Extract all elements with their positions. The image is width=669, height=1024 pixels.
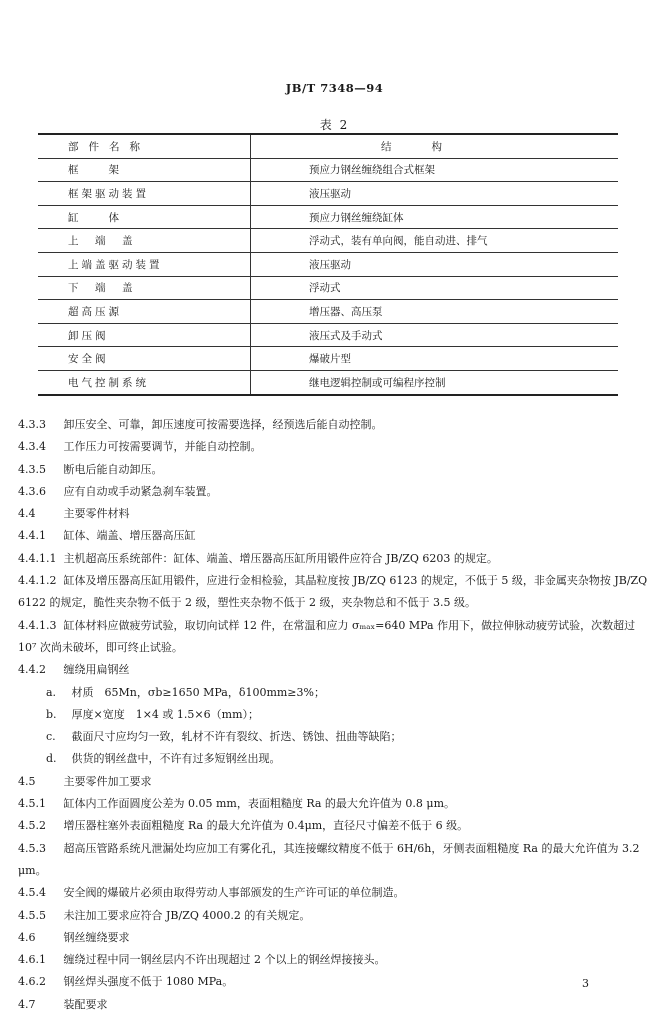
table-caption: 表 2 [319, 118, 350, 132]
list-item [18, 704, 650, 726]
clause-number: 4.3.5 [18, 462, 46, 476]
component-name-cell: 下 端 盖 [38, 276, 251, 300]
clause-number: 4.4.1.1 [18, 551, 57, 565]
clause-text: 主要零件材料 [63, 507, 130, 521]
list-item [18, 748, 650, 770]
component-table-container [38, 133, 618, 396]
clause-number: 4.6 [18, 930, 36, 944]
table-row [38, 347, 618, 371]
clause-number: 4.4.1 [18, 529, 46, 543]
clause-number: 4.4 [18, 507, 36, 521]
clause-text: 装配要求 [63, 997, 108, 1011]
clause-paragraph [18, 481, 650, 503]
structure-cell: 爆破片型 [251, 347, 619, 371]
clause-number: 4.6.1 [18, 953, 46, 967]
clause-paragraph [18, 994, 650, 1016]
clause-paragraph [18, 615, 650, 660]
clause-number: 4.3.4 [18, 440, 46, 454]
table-row [38, 300, 618, 324]
component-name-cell: 电气控制系统 [38, 370, 251, 394]
clause-number: 4.3.6 [18, 484, 46, 498]
clause-text: 缠绕用扁钢丝 [63, 663, 130, 677]
clause-text: 增压器柱塞外表面粗糙度 Ra 的最大允许值为 0.4μm，直径尺寸偏差不低于 6 级。 [63, 819, 469, 833]
clause-paragraph [18, 927, 650, 949]
column-header-structure: 结构 [251, 134, 619, 158]
clause-paragraph [18, 771, 650, 793]
list-item [18, 726, 650, 748]
clause-text: 卸压安全、可靠，卸压速度可按需要选择，经预选后能自动控制。 [63, 418, 383, 431]
table-row [38, 370, 618, 394]
clause-text: 主要零件加工要求 [63, 774, 152, 788]
component-name-cell: 上 端 盖 [38, 229, 251, 253]
clause-number: 4.4.1.2 [18, 574, 57, 588]
clause-text: 断电后能自动卸压。 [63, 462, 163, 476]
clause-paragraph [18, 793, 650, 815]
structure-cell: 液压驱动 [251, 182, 619, 206]
clause-paragraph [18, 949, 650, 971]
component-name-cell: 框 架 [38, 158, 251, 182]
component-name-cell: 上端盖驱动装置 [38, 252, 251, 276]
clause-text: 超高压管路系统凡泄漏处均应加工有雾化孔，其连接螺纹精度不低于 6H/6h，牙侧表面粗糙度 Ra 的最大允许值为 3.2 μm。 [18, 841, 640, 877]
list-item-text: 厚度×宽度 1×4 或 1.5×6（mm）； [71, 707, 259, 721]
clause-number: 4.5.2 [18, 819, 46, 833]
table-row [38, 276, 618, 300]
clause-number: 4.5.1 [18, 797, 46, 811]
clause-number: 4.4.1.3 [18, 618, 57, 632]
clause-number: 4.6.2 [18, 975, 46, 989]
list-item-label: d. [46, 752, 57, 766]
list-item [18, 682, 650, 704]
clause-number: 4.3.3 [18, 418, 46, 431]
clause-text: 主机超高压系统部件：缸体、端盖、增压器高压缸所用锻件应符合 JB/ZQ 6203 的规定。 [63, 551, 498, 565]
clause-text: 安全阀的爆破片必须由取得劳动人事部颁发的生产许可证的单位制造。 [63, 886, 405, 900]
document-header: JB/T 7348—94 [285, 81, 384, 95]
table-row [38, 158, 618, 182]
clause-text: 钢丝焊头强度不低于 1080 MPa。 [63, 975, 234, 989]
list-item-text: 截面尺寸应均匀一致，轧材不许有裂纹、折迭、锈蚀、扭曲等缺陷； [71, 730, 402, 744]
clause-paragraph [18, 815, 650, 837]
list-item-label: c. [46, 730, 56, 744]
table-row [38, 182, 618, 206]
table-row [38, 252, 618, 276]
component-name-cell: 框架驱动装置 [38, 182, 251, 206]
clause-paragraph [18, 548, 650, 570]
clause-paragraph [18, 659, 650, 681]
component-name-cell: 卸压阀 [38, 323, 251, 347]
clause-text: 未注加工要求应符合 JB/ZQ 4000.2 的有关规定。 [63, 908, 311, 922]
clause-text: 工作压力可按需要调节，并能自动控制。 [63, 440, 262, 454]
clause-number: 4.5.3 [18, 841, 46, 855]
clause-paragraph [18, 503, 650, 525]
structure-cell: 继电逻辑控制或可编程序控制 [251, 370, 619, 394]
clause-text: 缸体及增压器高压缸用锻件，应进行金相检验，其晶粒度按 JB/ZQ 6123 的规定，不低于 5 级，非金属夹杂物按 JB/ZQ 6122 的规定，脆性夹杂物不低于 2 级，塑性夹杂物不低于 2 级，夹杂物总和不低于 3.5 级。 [18, 574, 648, 610]
clause-paragraph [18, 971, 650, 993]
list-item-text: 供货的钢丝盘中，不许有过多短钢丝出现。 [71, 752, 281, 766]
clause-paragraph [18, 525, 650, 547]
body-text [18, 414, 650, 1016]
table-row [38, 229, 618, 253]
clause-number: 4.5.4 [18, 886, 46, 900]
clause-text: 缸体内工作面圆度公差为 0.05 mm，表面粗糙度 Ra 的最大允许值为 0.8 μm。 [63, 797, 455, 811]
clause-number: 4.5 [18, 774, 36, 788]
component-name-cell: 超高压源 [38, 300, 251, 324]
component-name-cell: 缸 体 [38, 205, 251, 229]
clause-number: 4.4.2 [18, 663, 46, 677]
clause-paragraph [18, 882, 650, 904]
structure-cell: 液压驱动 [251, 252, 619, 276]
clause-text: 缸体材料应做疲劳试验，取切向试样 12 件，在常温和应力 σₘₐₓ=640 MPa 作用下，做拉伸脉动疲劳试验，次数超过 10⁷ 次尚未破坏，即可终止试验。 [18, 618, 636, 654]
clause-paragraph [18, 414, 650, 436]
component-structure-table [38, 133, 618, 396]
clause-number: 4.7 [18, 997, 36, 1011]
structure-cell: 增压器、高压泵 [251, 300, 619, 324]
page-number: 3 [582, 977, 589, 990]
list-item-text: 材质 65Mn，σb≥1650 MPa，δ100mm≥3%； [71, 685, 325, 699]
table-body [38, 134, 618, 395]
clause-number: 4.5.5 [18, 908, 46, 922]
table-row [38, 323, 618, 347]
clause-text: 应有自动或手动紧急刹车装置。 [63, 484, 218, 498]
list-item-label: a. [46, 685, 57, 699]
table-header-row [38, 134, 618, 158]
list-item-label: b. [46, 707, 57, 721]
clause-text: 缸体、端盖、增压器高压缸 [63, 529, 196, 543]
structure-cell: 液压式及手动式 [251, 323, 619, 347]
clause-text: 缠绕过程中同一钢丝层内不许出现超过 2 个以上的钢丝焊接接头。 [63, 953, 386, 967]
structure-cell: 浮动式 [251, 276, 619, 300]
structure-cell: 预应力钢丝缠绕组合式框架 [251, 158, 619, 182]
structure-cell: 浮动式，装有单向阀，能自动进、排气 [251, 229, 619, 253]
column-header-component: 部件名称 [38, 134, 251, 158]
structure-cell: 预应力钢丝缠绕缸体 [251, 205, 619, 229]
clause-paragraph [18, 905, 650, 927]
clause-paragraph [18, 459, 650, 481]
clause-paragraph [18, 570, 650, 615]
clause-paragraph [18, 436, 650, 458]
clause-text: 钢丝缠绕要求 [63, 930, 130, 944]
clause-paragraph [18, 838, 650, 883]
component-name-cell: 安全阀 [38, 347, 251, 371]
table-row [38, 205, 618, 229]
